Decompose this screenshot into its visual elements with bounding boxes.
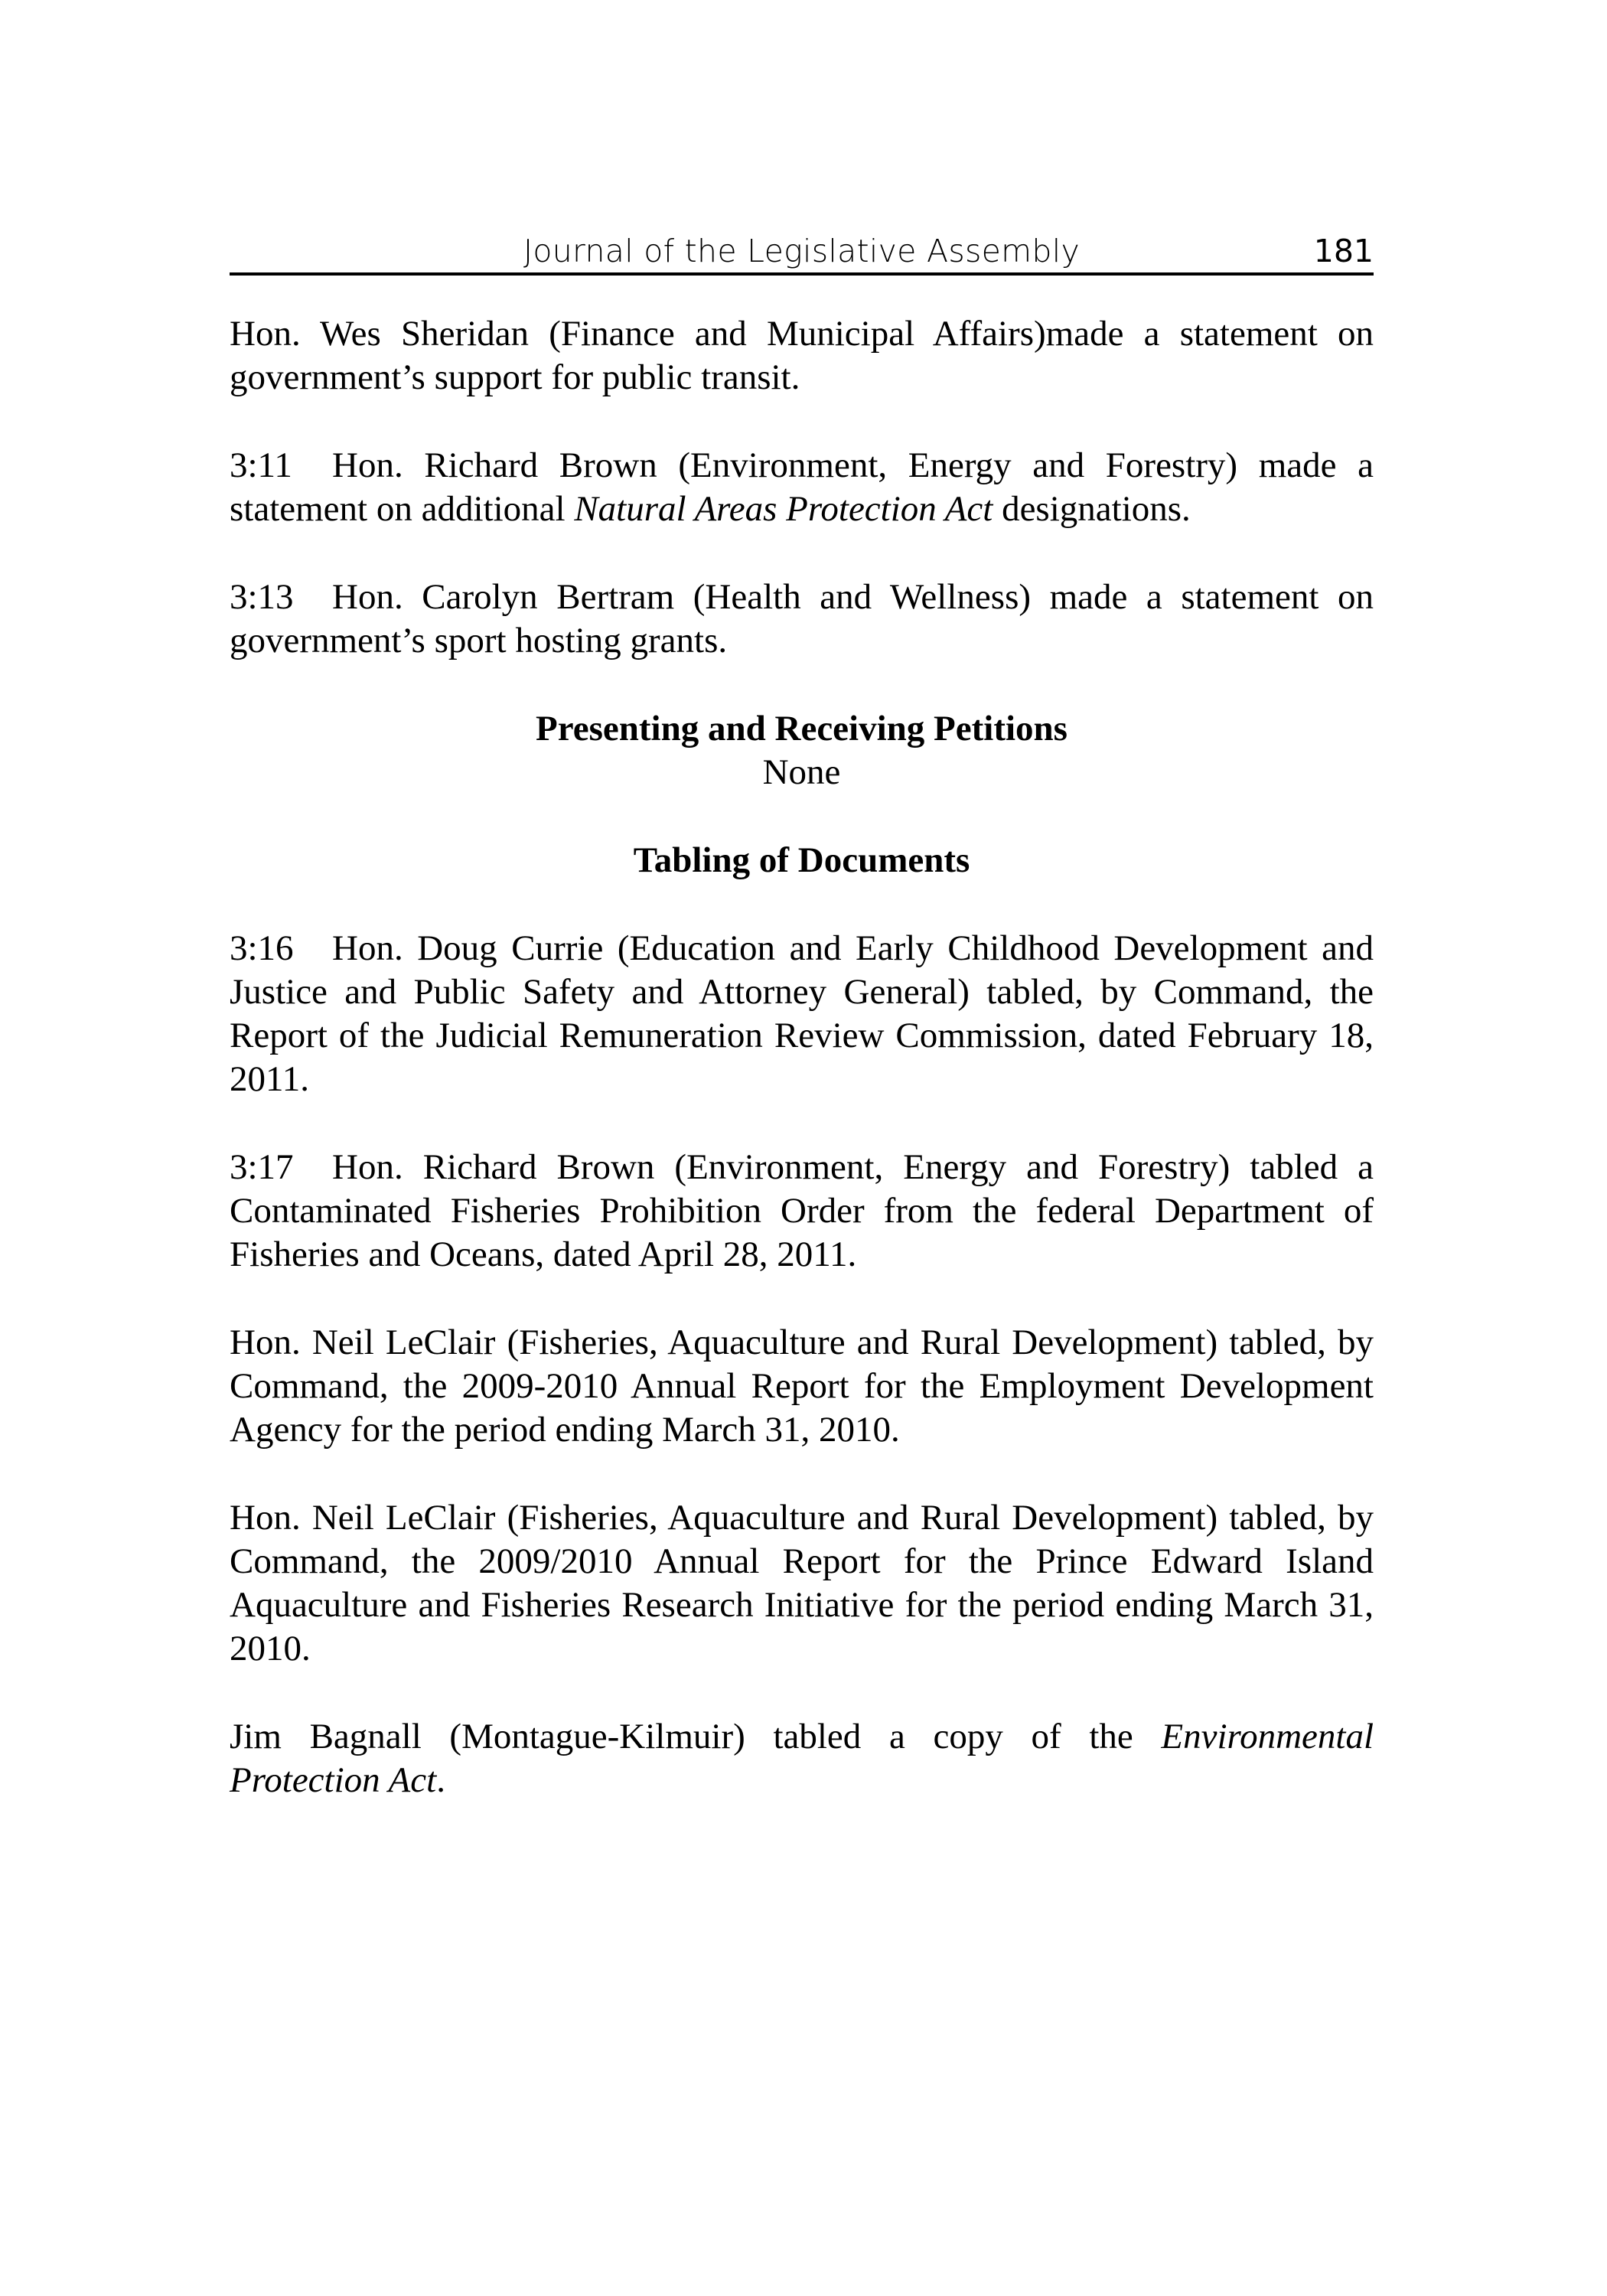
statement-sheridan: [230, 312, 1374, 400]
petitions-body: None: [762, 752, 841, 792]
tabling-heading: Tabling of Documents: [633, 840, 970, 880]
tabling-text-end: .: [436, 1760, 445, 1800]
journal-body: [230, 312, 1374, 1802]
tabling-leclair-2: [230, 1496, 1374, 1671]
tabling-text: Hon. Neil LeClair (Fisheries, Aquaculture and Rural Development) tabled, by Command, the 2009/2010 Annual Report for the Prince Edward Island Aquaculture and Fisheries Research Initiative for the period ending March 31, 2010.: [230, 1498, 1374, 1668]
tabling-leclair-1: [230, 1321, 1374, 1452]
tabling-text: Hon. Neil LeClair (Fisheries, Aquaculture and Rural Development) tabled, by Command, the 2009-2010 Annual Report for the Employment Development Agency for the period ending March 31, 2010.: [230, 1322, 1374, 1450]
statement-text: Hon. Richard Brown (Environment, Energy and Forestry) made a statement on additional: [230, 445, 1374, 529]
tabling-currie: [230, 927, 1374, 1101]
statement-text: Hon. Wes Sheridan (Finance and Municipal Affairs)made a statement on government’s support for public transit.: [230, 314, 1374, 397]
entry-time: 3:13: [230, 577, 294, 617]
tabling-text: Jim Bagnall (Montague-Kilmuir) tabled a copy of the: [230, 1717, 1162, 1756]
statement-text: Hon. Carolyn Bertram (Health and Wellness) made a statement on government’s sport hosting grants.: [230, 577, 1374, 660]
petitions-section: [230, 707, 1374, 794]
journal-page: [230, 230, 1374, 1847]
tabling-bagnall: [230, 1715, 1374, 1802]
journal-title: Journal of the Legislative Assembly: [523, 233, 1081, 269]
statement-brown: [230, 444, 1374, 531]
tabling-text: Hon. Doug Currie (Education and Early Childhood Development and Justice and Public Safety and Attorney General) tabled, by Command, the Report of the Judicial Remuneration Review Commission, dated February 18, 2011.: [230, 928, 1374, 1099]
act-title: Natural Areas Protection Act: [574, 489, 993, 529]
petitions-heading: Presenting and Receiving Petitions: [536, 709, 1068, 748]
tabling-text: Hon. Richard Brown (Environment, Energy and Forestry) tabled a Contaminated Fisheries Prohibition Order from the federal Department of Fisheries and Oceans, dated April 28, 2011.: [230, 1147, 1374, 1274]
running-header: [230, 230, 1374, 276]
entry-time: 3:11: [230, 445, 292, 485]
statement-text-end: designations.: [993, 489, 1191, 529]
act-title: Environmental Protection Act: [230, 1717, 1374, 1800]
tabling-brown: [230, 1146, 1374, 1277]
tabling-section: [230, 839, 1374, 882]
page-number: 181: [1313, 233, 1374, 269]
statement-bertram: [230, 576, 1374, 663]
entry-time: 3:17: [230, 1147, 294, 1187]
entry-time: 3:16: [230, 928, 294, 968]
